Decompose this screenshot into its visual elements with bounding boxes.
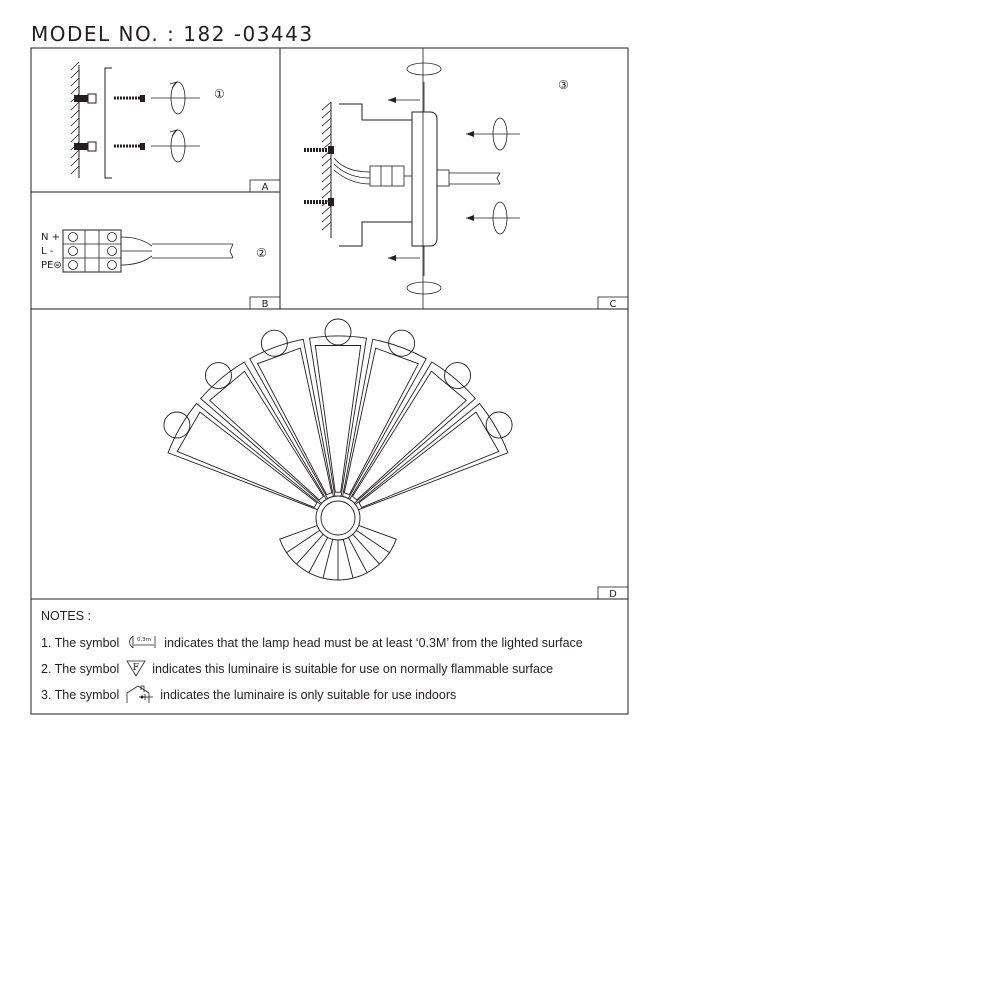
screw (114, 143, 145, 150)
rotate-arrow-icon (151, 130, 200, 162)
wiring (334, 158, 412, 186)
panel-label-a: A (261, 182, 269, 193)
note-item-2 (41, 659, 553, 680)
screw (304, 198, 334, 206)
lamp-bulb (261, 330, 287, 356)
note-1-prefix: 1. The symbol (41, 635, 120, 650)
lower-fan-rib (353, 534, 380, 564)
note-2-prefix: 2. The symbol (41, 661, 120, 676)
lower-fan-rib (309, 537, 328, 572)
wall-anchor (74, 94, 96, 103)
note-2-text: indicates this luminaire is suitable for use on normally flammable surface (152, 661, 554, 676)
lamp-bulb (205, 363, 231, 389)
terminal-label-l: L - (41, 246, 54, 257)
rotate-arrow-icon (466, 118, 520, 150)
lamp-bulb (325, 319, 351, 345)
set-screw-top (388, 63, 441, 112)
notes-heading: NOTES : (41, 609, 92, 623)
note-item-3 (41, 684, 456, 707)
step-number-c: ③ (558, 78, 569, 92)
center-hub (316, 496, 360, 540)
panel-label-d: D (609, 589, 617, 600)
set-screw-bottom (388, 246, 441, 294)
lower-fan-rib (356, 530, 389, 552)
fan-slat-inner (359, 412, 499, 507)
fixture-backplate (412, 112, 437, 246)
lower-fan-rib (287, 530, 320, 552)
rotate-arrow-icon (151, 82, 200, 114)
step-number-a: ① (214, 87, 225, 101)
lower-fan-rib (343, 539, 353, 578)
fan-slat-inner (177, 412, 317, 507)
screw (304, 146, 334, 154)
fan-slat-inner (258, 348, 332, 495)
panel-d (164, 319, 628, 600)
panel-b (41, 230, 280, 310)
bracket-body (339, 104, 412, 246)
distance-symbol-text: 0.3m (136, 637, 151, 643)
panel-label-b: B (261, 299, 269, 310)
mounting-bracket (105, 68, 112, 178)
note-3-text: indicates the luminaire is only suitable for use indoors (160, 687, 457, 702)
lower-fan-rib (323, 539, 333, 578)
lower-fan-rib (297, 534, 324, 564)
indoor-use-house-icon (125, 684, 155, 707)
lamp-bulb (389, 330, 415, 356)
fan-slat-inner (344, 348, 418, 495)
note-item-1 (41, 634, 583, 653)
note-3-prefix: 3. The symbol (41, 687, 120, 702)
output-cable (437, 170, 500, 186)
wall-anchor (74, 142, 96, 151)
distance-symbol-icon (125, 634, 159, 653)
fan-luminaire-drawing (164, 319, 512, 580)
flammable-symbol-text: F (132, 663, 139, 673)
terminal-label-pe: PE⊜ (41, 260, 62, 271)
rotate-arrow-icon (466, 202, 520, 234)
panel-a (71, 62, 280, 193)
panel-c (304, 48, 628, 310)
fan-slat-inner (353, 371, 467, 500)
power-cable (121, 237, 233, 265)
terminal-label-n: N + (41, 232, 61, 243)
fan-slat-inner (210, 371, 324, 500)
step-number-b: ② (256, 246, 267, 260)
lamp-bulb (445, 363, 471, 389)
flammable-surface-symbol-icon (125, 659, 147, 680)
terminal-block (63, 230, 121, 272)
model-number-title: MODEL NO. : 182 -03443 (31, 22, 314, 46)
note-1-text: indicates that the lamp head must be at least ‘0.3M’ from the lighted surface (164, 635, 583, 650)
lower-fan-rib (348, 537, 367, 572)
screw (114, 95, 145, 102)
panel-label-c: C (609, 299, 617, 310)
